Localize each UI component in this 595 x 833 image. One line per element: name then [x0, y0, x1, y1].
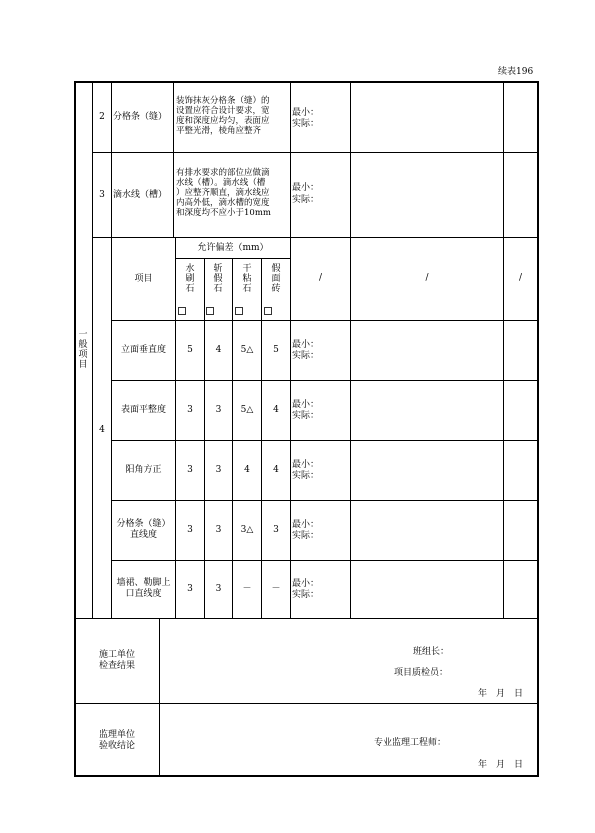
page-label: 续表196: [498, 67, 534, 77]
row-line-sub2: [111, 440, 538, 441]
stone-type-4: 假面砖: [271, 264, 281, 294]
table-left-border: [74, 81, 76, 777]
sub-row-value: 3: [215, 405, 222, 415]
sub-row-name: 立面垂直度: [120, 345, 166, 355]
sub-row-actual-label: 实际：: [292, 590, 320, 600]
quality-inspector-label: 项目质检员：: [394, 668, 449, 678]
sub-row-value: 3: [187, 525, 193, 535]
sub-row-value: 3: [215, 465, 222, 475]
item4-no: 4: [99, 425, 105, 435]
sub-row-min-label: 最小：: [292, 460, 320, 470]
supervision-date: 年 月 日: [478, 760, 524, 770]
row3-actual-label: 实际：: [292, 195, 320, 205]
row-line-allow-header: [175, 258, 290, 259]
construction-label-line1: 施工单位: [98, 650, 135, 660]
slash-col2: /: [425, 273, 429, 283]
sub-row-value: －: [242, 584, 252, 594]
stone-type-1: 水刷石: [185, 264, 195, 294]
row-line-upper-bottom: [74, 618, 538, 619]
sub-row-value: 3△: [240, 525, 254, 535]
col-line-stone2: [232, 258, 233, 618]
sub-row-value: 3: [187, 405, 193, 415]
sub-row-value: －: [271, 584, 281, 594]
sub-row-name: 表面平整度: [120, 405, 166, 415]
stone-checkbox-3[interactable]: [235, 307, 243, 315]
construction-label-line2: 检查结果: [98, 661, 135, 671]
supervision-label-line2: 验收结论: [98, 741, 135, 751]
table-top-border: [74, 81, 539, 83]
row-line-sub1: [111, 380, 538, 381]
sub-row-value: 3: [215, 525, 222, 535]
table-bottom-border: [74, 775, 539, 777]
sub-row-actual-label: 实际：: [292, 471, 320, 481]
sub-row-value: 4: [273, 405, 279, 415]
slash-col3: /: [518, 273, 523, 283]
col-line-check1: [350, 82, 351, 618]
sub-row-min-label: 最小：: [292, 400, 320, 410]
sub-row-name: 口直线度: [125, 589, 162, 599]
supervision-label-line1: 监理单位: [98, 730, 135, 740]
table-right-border: [537, 81, 539, 777]
sub-row-value: 3: [215, 584, 222, 594]
sub-row-min-label: 最小：: [292, 340, 320, 350]
item4-project-label: 项目: [134, 274, 153, 284]
row3-requirement: 有排水要求的部位应做滴 水线（槽）。滴水线（槽 ）应整齐顺直，滴水线应 内高外低，滴水槽的宽度 和深度均不应小于10mm: [176, 168, 271, 218]
sub-row-actual-label: 实际：: [292, 351, 320, 361]
stone-checkbox-4[interactable]: [264, 307, 272, 315]
row-line-2-3: [92, 152, 538, 153]
stone-checkbox-1[interactable]: [178, 307, 186, 315]
sub-row-name: 分格条（缝）: [116, 519, 171, 529]
col-line-check2: [503, 82, 504, 618]
sub-row-name: 直线度: [129, 530, 157, 540]
supervision-engineer-label: 专业监理工程师：: [374, 738, 447, 748]
sub-row-value: 3: [187, 465, 193, 475]
row2-min-label: 最小：: [292, 108, 320, 118]
row-line-3-4: [92, 237, 538, 238]
main-item-label: 一般项目: [78, 330, 88, 370]
sub-row-value: 5△: [240, 405, 254, 415]
sub-row-value: 5△: [240, 345, 254, 355]
row2-name: 分格条（缝）: [113, 112, 168, 122]
construction-date: 年 月 日: [478, 689, 524, 699]
row-line-item4-header: [111, 320, 538, 321]
row2-actual-label: 实际：: [292, 119, 320, 129]
row-line-construction-bottom: [74, 703, 538, 704]
row3-name: 滴水线（槽）: [113, 190, 168, 200]
col-line-main: [92, 82, 93, 618]
row-line-sub3: [111, 500, 538, 501]
row-line-sub4: [111, 560, 538, 561]
sub-row-min-label: 最小：: [292, 520, 320, 530]
stone-type-2: 斩假石: [213, 264, 223, 294]
col-line-stone3: [261, 258, 262, 618]
sub-row-value: 5: [187, 345, 193, 355]
row3-min-label: 最小：: [292, 183, 320, 193]
sub-row-name: 阳角方正: [125, 465, 162, 475]
sub-row-value: 5: [273, 345, 279, 355]
slash-col1: /: [318, 273, 323, 283]
stone-type-3: 干粘石: [242, 264, 252, 294]
sub-row-actual-label: 实际：: [292, 411, 320, 421]
sub-row-min-label: 最小：: [292, 579, 320, 589]
sub-row-actual-label: 实际：: [292, 531, 320, 541]
col-line-name-rows23: [173, 82, 174, 237]
stone-checkbox-2[interactable]: [206, 307, 214, 315]
sub-row-value: 4: [215, 345, 222, 355]
sub-row-value: 4: [244, 465, 250, 475]
team-leader-label: 班组长：: [413, 647, 450, 657]
row2-no: 2: [99, 112, 105, 122]
sub-row-value: 3: [273, 525, 279, 535]
allow-dev-label: 允许偏差（mm）: [197, 243, 269, 253]
row2-requirement: 装饰抹灰分格条（缝）的 设置应符合设计要求，宽 度和深度应均匀，表面应 平整光滑，棱角应整齐: [176, 96, 270, 136]
col-line-label-bottom: [159, 618, 160, 776]
col-line-req: [290, 82, 291, 618]
row3-no: 3: [99, 190, 105, 200]
sub-row-value: 4: [273, 465, 279, 475]
sub-row-value: 3: [187, 584, 193, 594]
col-line-stone1: [204, 258, 205, 618]
sub-row-name: 墙裙、勒脚上: [116, 578, 171, 588]
